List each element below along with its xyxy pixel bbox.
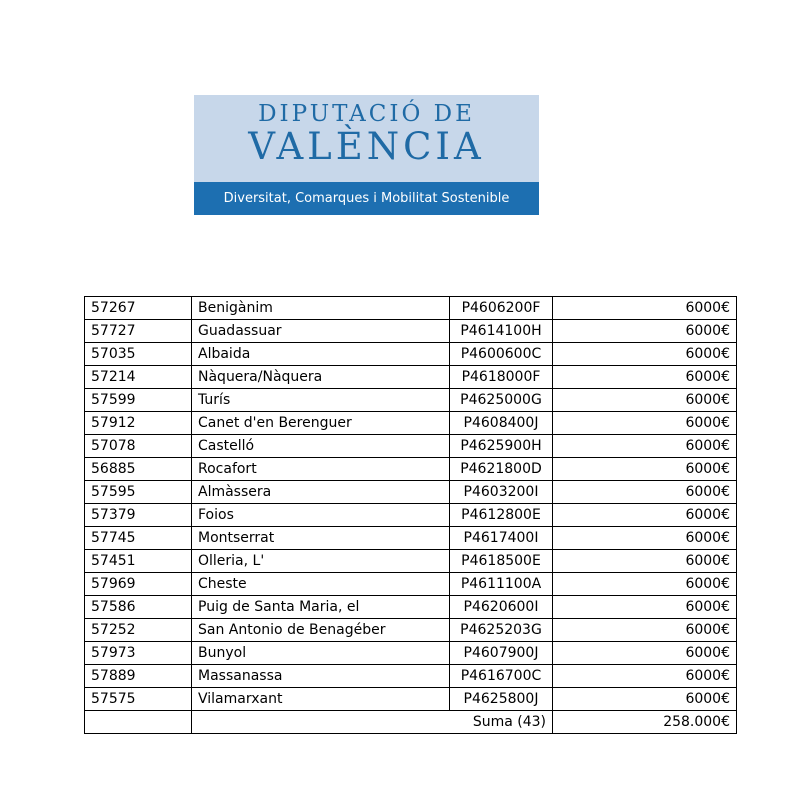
row-code: 57267: [85, 297, 192, 320]
row-code: 57973: [85, 642, 192, 665]
table-row: [85, 343, 737, 366]
row-code: 57575: [85, 688, 192, 711]
logo-line-1: DIPUTACIÓ DE: [258, 101, 475, 127]
row-code: 57745: [85, 527, 192, 550]
row-cif: P4625800J: [450, 688, 553, 711]
row-municipality: Castelló: [192, 435, 450, 458]
table-row: [85, 320, 737, 343]
table-row: [85, 412, 737, 435]
row-amount: 6000€: [553, 642, 737, 665]
row-cif: P4620600I: [450, 596, 553, 619]
row-amount: 6000€: [553, 527, 737, 550]
row-amount: 6000€: [553, 481, 737, 504]
table-row: [85, 596, 737, 619]
row-code: 57912: [85, 412, 192, 435]
table-row: [85, 297, 737, 320]
total-amount: 258.000€: [553, 711, 737, 734]
row-cif: P4608400J: [450, 412, 553, 435]
row-code: 56885: [85, 458, 192, 481]
row-cif: P4618000F: [450, 366, 553, 389]
row-municipality: Puig de Santa Maria, el: [192, 596, 450, 619]
row-municipality: Foios: [192, 504, 450, 527]
row-cif: P4612800E: [450, 504, 553, 527]
row-code: 57969: [85, 573, 192, 596]
row-municipality: Olleria, L': [192, 550, 450, 573]
row-cif: P4611100A: [450, 573, 553, 596]
row-municipality: Benigànim: [192, 297, 450, 320]
row-municipality: Almàssera: [192, 481, 450, 504]
table-row: [85, 458, 737, 481]
row-municipality: Bunyol: [192, 642, 450, 665]
row-amount: 6000€: [553, 596, 737, 619]
row-municipality: Cheste: [192, 573, 450, 596]
table-row: [85, 481, 737, 504]
row-amount: 6000€: [553, 435, 737, 458]
row-municipality: Massanassa: [192, 665, 450, 688]
row-amount: 6000€: [553, 343, 737, 366]
row-amount: 6000€: [553, 389, 737, 412]
row-code: 57727: [85, 320, 192, 343]
table-row: [85, 389, 737, 412]
row-municipality: Montserrat: [192, 527, 450, 550]
row-amount: 6000€: [553, 619, 737, 642]
total-empty-cell: [85, 711, 192, 734]
row-municipality: Vilamarxant: [192, 688, 450, 711]
row-municipality: Albaida: [192, 343, 450, 366]
row-municipality: Rocafort: [192, 458, 450, 481]
row-cif: P4618500E: [450, 550, 553, 573]
row-cif: P4625900H: [450, 435, 553, 458]
row-code: 57599: [85, 389, 192, 412]
table-row: [85, 665, 737, 688]
row-cif: P4614100H: [450, 320, 553, 343]
row-code: 57035: [85, 343, 192, 366]
row-amount: 6000€: [553, 573, 737, 596]
table-row: [85, 642, 737, 665]
diputacio-valencia-logo: [194, 95, 539, 215]
table-row: [85, 366, 737, 389]
row-code: 57889: [85, 665, 192, 688]
row-amount: 6000€: [553, 688, 737, 711]
row-municipality: Guadassuar: [192, 320, 450, 343]
row-cif: P4600600C: [450, 343, 553, 366]
beneficiaries-table: [84, 296, 737, 734]
row-amount: 6000€: [553, 665, 737, 688]
row-amount: 6000€: [553, 297, 737, 320]
row-amount: 6000€: [553, 458, 737, 481]
table-row: [85, 435, 737, 458]
row-code: 57252: [85, 619, 192, 642]
logo-band: Diversitat, Comarques i Mobilitat Sostenible: [194, 182, 539, 215]
row-amount: 6000€: [553, 412, 737, 435]
row-code: 57451: [85, 550, 192, 573]
table-row: [85, 619, 737, 642]
row-code: 57586: [85, 596, 192, 619]
row-municipality: Canet d'en Berenguer: [192, 412, 450, 435]
row-cif: P4616700C: [450, 665, 553, 688]
row-amount: 6000€: [553, 504, 737, 527]
row-code: 57078: [85, 435, 192, 458]
table-row: [85, 550, 737, 573]
total-label: Suma (43): [192, 711, 553, 734]
row-cif: P4625203G: [450, 619, 553, 642]
table-row: [85, 504, 737, 527]
row-municipality: Nàquera/Nàquera: [192, 366, 450, 389]
row-amount: 6000€: [553, 320, 737, 343]
row-cif: P4617400I: [450, 527, 553, 550]
row-amount: 6000€: [553, 550, 737, 573]
row-code: 57214: [85, 366, 192, 389]
table-row: [85, 527, 737, 550]
row-code: 57379: [85, 504, 192, 527]
row-cif: P4607900J: [450, 642, 553, 665]
row-municipality: San Antonio de Benagéber: [192, 619, 450, 642]
row-municipality: Turís: [192, 389, 450, 412]
total-row: [85, 711, 737, 734]
row-amount: 6000€: [553, 366, 737, 389]
table-row: [85, 573, 737, 596]
row-cif: P4603200I: [450, 481, 553, 504]
table-row: [85, 688, 737, 711]
row-cif: P4606200F: [450, 297, 553, 320]
row-cif: P4621800D: [450, 458, 553, 481]
logo-line-2: VALÈNCIA: [248, 125, 485, 168]
table-body: [85, 297, 737, 711]
row-cif: P4625000G: [450, 389, 553, 412]
row-code: 57595: [85, 481, 192, 504]
